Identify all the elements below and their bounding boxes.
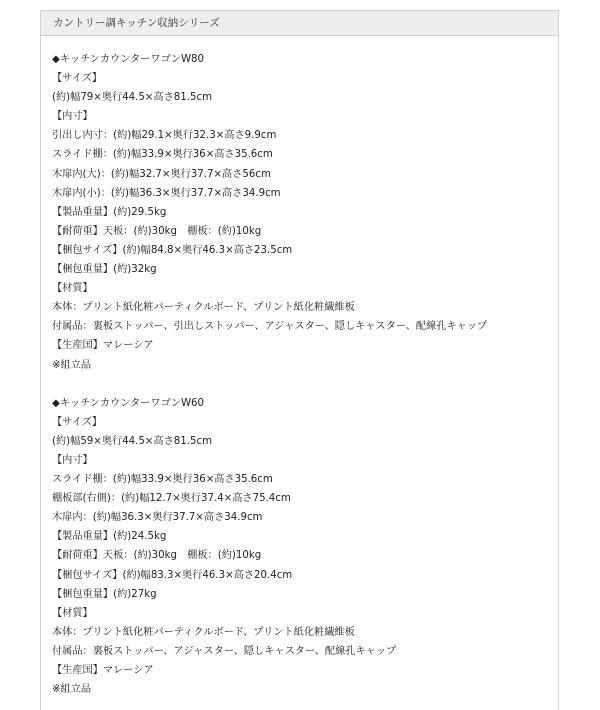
product-weight: 【製品重量】(約)24.5kg xyxy=(52,531,167,543)
package-weight: 【梱包重量】(約)27kg xyxy=(52,588,157,600)
panel-header xyxy=(41,11,558,36)
inner-size-drawer: 引出し内寸：(約)幅29.1×奥行32.3×高さ9.9cm xyxy=(52,130,277,142)
package-weight: 【梱包重量】(約)32kg xyxy=(52,264,157,276)
material-heading: 【材質】 xyxy=(52,283,93,295)
size-value: (約)幅79×奥行44.5×高さ81.5cm xyxy=(52,92,212,104)
load-capacity: 【耐荷重】天板：(約)30kg 棚板：(約)10kg xyxy=(52,550,262,562)
inner-size-heading: 【内寸】 xyxy=(52,454,93,466)
inner-size-door-small: 木扉内(小)：(約)幅36.3×奥行37.7×高さ34.9cm xyxy=(52,187,281,199)
package-size: 【梱包サイズ】(約)幅84.8×奥行46.3×高さ23.5cm xyxy=(52,244,293,256)
spec-panel xyxy=(40,10,559,710)
spec-content xyxy=(41,36,558,699)
product-name: ◆キッチンカウンターワゴンW60 xyxy=(52,397,204,409)
country-of-origin: 【生産国】マレーシア xyxy=(52,340,154,352)
product-w60-section xyxy=(52,394,558,700)
material-body: 本体：プリント紙化粧パーティクルボード、プリント紙化粧繊維板 xyxy=(52,626,355,638)
material-body: 本体：プリント紙化粧パーティクルボード、プリント紙化粧繊維板 xyxy=(52,302,355,314)
product-name: ◆キッチンカウンターワゴンW80 xyxy=(52,54,204,65)
size-heading: 【サイズ】 xyxy=(52,73,103,85)
inner-size-slide-shelf: スライド棚：(約)幅33.9×奥行36×高さ35.6cm xyxy=(52,474,273,486)
assembly-note: ※組立品 xyxy=(52,359,92,371)
inner-size-shelf-right: 棚板部(右側)：(約)幅12.7×奥行37.4×高さ75.4cm xyxy=(52,493,291,505)
inner-size-door-large: 木扉内(大)：(約)幅32.7×奥行37.7×高さ56cm xyxy=(52,168,271,180)
inner-size-slide-shelf: スライド棚：(約)幅33.9×奥行36×高さ35.6cm xyxy=(52,149,273,161)
material-heading: 【材質】 xyxy=(52,607,93,619)
inner-size-door: 木扉内：(約)幅36.3×奥行37.7×高さ34.9cm xyxy=(52,512,263,524)
assembly-note: ※組立品 xyxy=(52,684,92,696)
package-size: 【梱包サイズ】(約)幅83.3×奥行46.3×高さ20.4cm xyxy=(52,569,293,581)
load-capacity: 【耐荷重】天板：(約)30kg 棚板：(約)10kg xyxy=(52,225,262,237)
section-gap xyxy=(52,375,558,394)
size-value: (約)幅59×奥行44.5×高さ81.5cm xyxy=(52,435,212,447)
size-heading: 【サイズ】 xyxy=(52,416,103,428)
country-of-origin: 【生産国】マレーシア xyxy=(52,665,154,676)
material-accessories: 付属品：裏板ストッパー、アジャスター、隠しキャスター、配線孔キャップ xyxy=(52,645,397,657)
inner-size-heading: 【内寸】 xyxy=(52,111,93,123)
series-title: カントリー調キッチン収納シリーズ xyxy=(53,17,220,29)
product-w80-section xyxy=(52,50,558,375)
product-weight: 【製品重量】(約)29.5kg xyxy=(52,206,167,218)
material-accessories: 付属品：裏板ストッパー、引出しストッパー、アジャスター、隠しキャスター、配線孔キャップ xyxy=(52,321,488,333)
